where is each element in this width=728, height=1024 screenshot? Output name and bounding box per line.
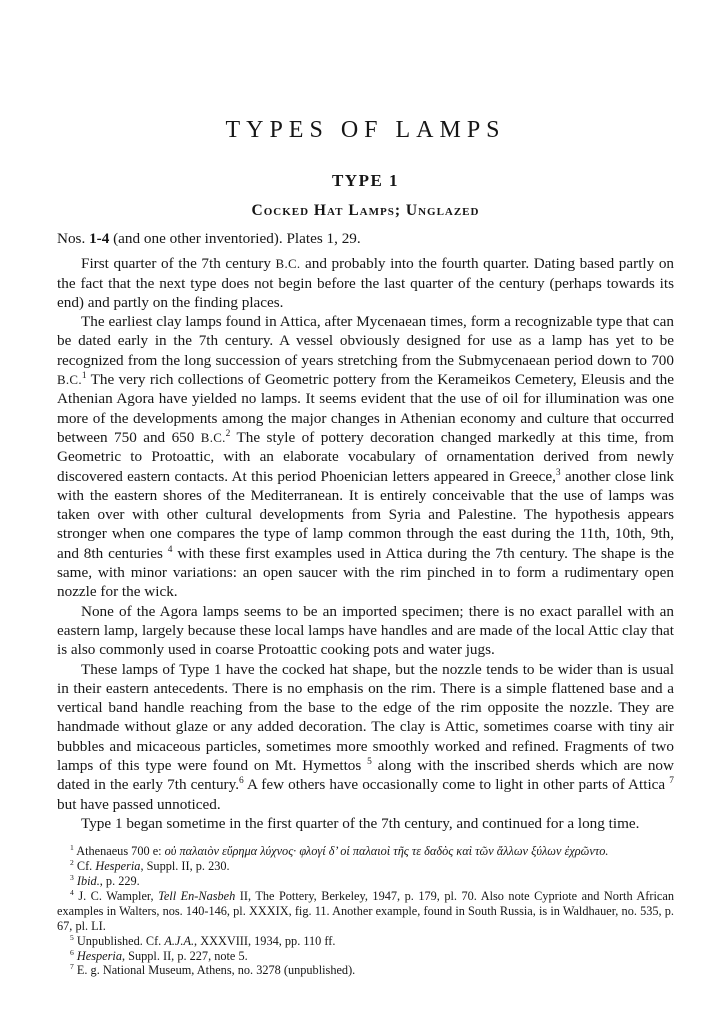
footnote-marker: 5 (367, 756, 372, 767)
paragraph-dating (57, 254, 674, 312)
footnotes-block (57, 844, 674, 978)
text-run: None of the Agora lamps seems to be an imported specimen; there is no exact parallel with an eastern lamp, largely because these local lamps have handles and are made of the local Attic clay that is also commonly used in coarse Protoattic cooking pots and water jugs. (57, 602, 674, 659)
footnote-marker: 4 (70, 887, 74, 897)
text-run: The very rich collections of Geometric pottery from the Kerameikos Cemetery, Eleusis and the Athenian Agora have yielded no lamps. It seems evident that the use of oil for illumination was one more of the developments among the major changes in Athenian economy and culture that occurred between 750 and 650 (57, 371, 674, 446)
footnote-2 (57, 859, 674, 874)
text-run: Athenaeus 700 e: (73, 844, 165, 859)
text-run: another close link with the eastern shores of the Mediterranean. It is entirely conceivable that the use of lamps was taken over with other cultural developments from Syria and Palestine. The hypothesis appears stronger when one compares the type of lamp common through the east during the 11th, 10th, 9th, and 8th centuries (57, 467, 675, 562)
text-run: First quarter of the 7th century (81, 255, 276, 273)
type-heading: TYPE 1 (331, 171, 400, 191)
text-run: , Suppl. II, p. 227, note 5. (121, 948, 248, 963)
text-run: , XXXVIII, 1934, pp. 110 ff. (194, 933, 336, 948)
footnote-7 (57, 963, 674, 978)
footnote-3 (57, 874, 674, 889)
footnote-1 (57, 844, 674, 859)
text-run: Type 1 began sometime in the first quarter of the 7th century, and continued for a long time. (81, 814, 640, 832)
text-run: B.C. (200, 429, 226, 445)
text-run: and probably into the fourth quarter. Dating based partly on the fact that the next type does not begin before the last quarter of the century (perhaps towards its end) and partly on the finding places. (57, 255, 675, 311)
footnote-6 (57, 949, 674, 964)
text-run: with these first examples used in Attica during the 7th century. The shape is the same, with minor variations: an open saucer with the rim pinched in to form a rudimentary open nozzle for the wick. (57, 544, 675, 601)
text-run: Hesperia (95, 859, 141, 874)
footnote-marker: 1 (70, 843, 74, 853)
paragraph-earliest-lamps (57, 312, 674, 601)
text-run: A few others have occasionally come to light in other parts of Attica (243, 776, 670, 794)
text-run: A.J.A. (164, 933, 195, 948)
text-run: but have passed unnoticed. (57, 795, 221, 813)
text-run: J. C. Wampler, (73, 888, 159, 903)
catalog-reference-line (57, 229, 674, 249)
footnote-marker: 3 (70, 872, 74, 882)
footnote-marker: 7 (669, 776, 674, 787)
text-run: The style of pottery decoration changed markedly at this time, from Geometric to Protoattic, with an elaborate vocabulary of ornamentation derived from newly discovered eastern contacts. At this period Phoenician letters appeared in Greece, (57, 428, 674, 485)
page-title: TYPES OF LAMPS (225, 117, 506, 143)
footnote-marker: 1 (81, 371, 87, 382)
text-run: Cf. (73, 859, 96, 874)
paragraph-date-summary (57, 814, 674, 833)
footnote-marker: 7 (70, 962, 74, 972)
text-run: Ibid. (76, 874, 100, 889)
paragraph-no-imports (57, 602, 674, 660)
text-run: οὐ παλαιὸν εὕρημα λύχνος· φλογί δ’ οἱ παλαιοὶ τῆς τε δαδὸς καὶ τῶν ἄλλων ξύλων ἐχρῶντο. (164, 844, 609, 859)
text-run: , p. 229. (99, 874, 140, 889)
text-run: Tell En-Nasbeh (158, 888, 236, 903)
type-subheading: Cocked Hat Lamps; Unglazed (251, 202, 480, 220)
text-run: Hesperia (76, 948, 122, 963)
text-run: II, The Pottery, Berkeley, 1947, p. 179, pl. 70. Also note Cypriote and North African examples in Walters, nos. 140-146, pl. XXXIX, fig. 11. Another example, found in South Russia, is in Waldhauer, no. 535, p. 67, pl. LI. (57, 888, 674, 933)
text-run: 1-4 (89, 230, 110, 248)
footnote-5 (57, 934, 674, 949)
paragraph-shape-description (57, 660, 674, 814)
footnote-marker: 2 (70, 858, 74, 868)
text-run: , Suppl. II, p. 230. (140, 859, 230, 874)
text-run: E. g. National Museum, Athens, no. 3278 (unpublished). (73, 963, 356, 978)
text-run: Nos. (57, 230, 90, 248)
footnote-marker: 6 (70, 947, 74, 957)
text-run: The earliest clay lamps found in Attica, after Mycenaean times, form a recognizable type that can be dated early in the 7th century. A vessel obviously designed for use as a lamp has yet to be recognized from the long succession of years stretching from the Submycenaean period down to 700 (57, 313, 674, 369)
footnote-marker: 2 (225, 428, 231, 439)
text-run: along with the inscribed sherds which are now dated in the early 7th century. (57, 757, 674, 794)
text-run: (and one other inventoried). Plates 1, 29. (109, 230, 361, 248)
footnote-marker: 6 (239, 776, 244, 787)
footnote-marker: 5 (70, 932, 74, 942)
text-run: B.C. (57, 372, 82, 388)
footnote-4 (57, 889, 674, 934)
text-run: These lamps of Type 1 have the cocked hat shape, but the nozzle tends to be wider than is usual in their eastern antecedents. There is no emphasis on the rim. There is a simple flattened base and a vertical band handle reaching from the base to the edge of the rim opposite the nozzle. They are handmade without glaze or any added decoration. The clay is Attic, sometimes coarse with tiny air bubbles and micaceous particles, sometimes more smoothly worked and refined. Fragments of two lamps of this type were found on Mt. Hymettos (57, 660, 674, 775)
text-run: B.C. (275, 256, 301, 272)
body-text (57, 254, 674, 833)
footnote-marker: 3 (555, 467, 561, 478)
footnote-marker: 4 (167, 544, 173, 555)
text-run: Unpublished. Cf. (73, 933, 165, 948)
